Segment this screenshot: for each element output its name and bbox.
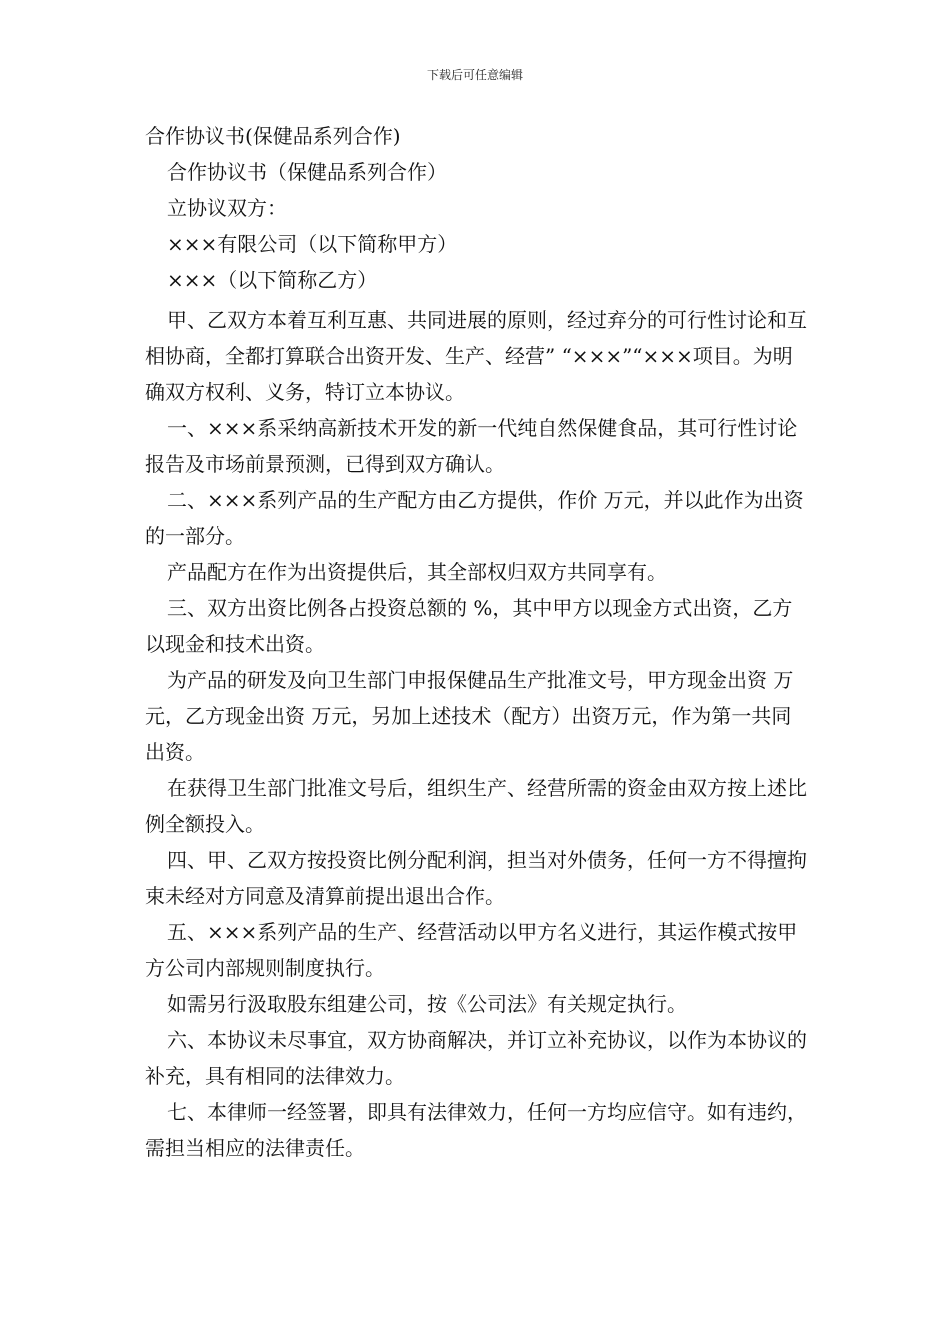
clause-3-investment: 在获得卫生部门批准文号后，组织生产、经营所需的资金由双方按上述比例全额投入。 — [145, 776, 807, 836]
party-a: ×××有限公司（以下简称甲方） — [167, 232, 458, 256]
clause-3-funding: 为产品的研发及向卫生部门申报保健品生产批准文号，甲方现金出资 万元，乙方现金出资 万元，另加上述技术（配方）出资万元，作为第一共同出资。 — [145, 668, 794, 764]
header-note: 下载后可任意编辑 — [426, 68, 523, 82]
clause-3: 三、双方出资比例各占投资总额的 %，其中甲方以现金方式出资，乙方以现金和技术出资。 — [145, 596, 793, 656]
document-body — [145, 118, 807, 1166]
parties-label: 立协议双方： — [167, 196, 287, 220]
intro-paragraph: 甲、乙双方本着互利互惠、共同进展的原则，经过弃分的可行性讨论和互相协商，全都打算联合出资开发、生产、经营” “×××”“×××项目。为明确双方权利、义务，特订立本协议。 — [145, 308, 807, 404]
clause-2-note: 产品配方在作为出资提供后，其全部权归双方共同享有。 — [167, 560, 667, 584]
document-title: 合作协议书(保健品系列合作) — [145, 124, 401, 148]
party-b: ×××（以下简称乙方） — [167, 268, 378, 292]
clause-7: 七、本律师一经签署，即具有法律效力，任何一方均应信守。如有违约，需担当相应的法律责任。 — [145, 1100, 807, 1160]
document-subtitle: 合作协议书（保健品系列合作） — [167, 160, 447, 184]
clause-4: 四、甲、乙双方按投资比例分配利润，担当对外债务，任何一方不得擅拘束未经对方同意及清算前提出退出合作。 — [145, 848, 807, 908]
clause-5: 五、×××系列产品的生产、经营活动以甲方名义进行，其运作模式按甲方公司内部规则制度执行。 — [145, 920, 798, 980]
clause-6: 六、本协议未尽事宜，双方协商解决，并订立补充协议，以作为本协议的补充，具有相同的法律效力。 — [145, 1028, 807, 1088]
clause-2: 二、×××系列产品的生产配方由乙方提供，作价 万元，并以此作为出资的一部分。 — [145, 488, 804, 548]
clause-1: 一、×××系采纳高新技术开发的新一代纯自然保健食品，其可行性讨论报告及市场前景预测，已得到双方确认。 — [145, 416, 798, 476]
clause-5-note: 如需另行汲取股东组建公司，按《公司法》有关规定执行。 — [167, 992, 687, 1016]
